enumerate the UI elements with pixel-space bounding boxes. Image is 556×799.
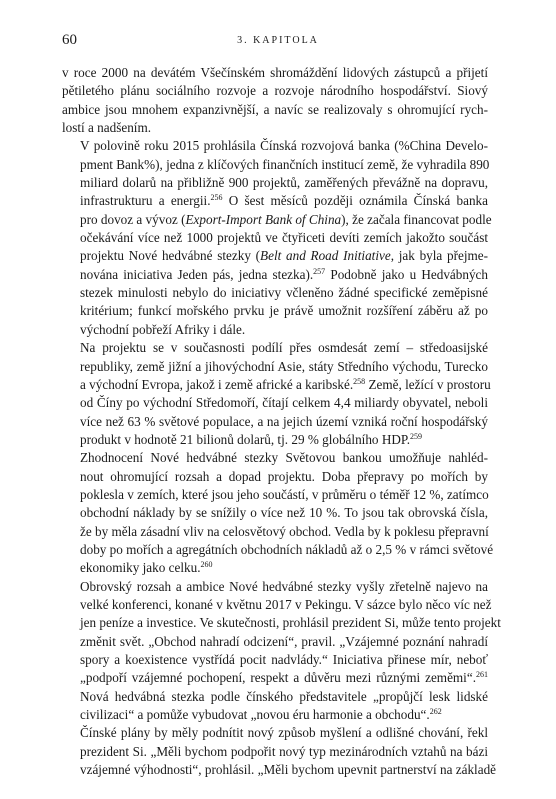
text-line: V polovině roku 2015 prohlásila Čínská rozvojová banka (%China Develo- bbox=[80, 138, 488, 154]
text-line: Obrovský rozsah a ambice Nové hedvábné stezky vyšly zřetelně najevo na bbox=[80, 578, 488, 594]
footnote-ref: 262 bbox=[429, 707, 442, 717]
text-line: více než 63 % světové populace, a na jejich území vzniká roční hospodářský bbox=[80, 413, 488, 429]
text-line: projektu Nové hedvábné stezky (Belt and Road Initiative, jak byla přejme- bbox=[80, 248, 489, 264]
text-line: nována iniciativa Jeden pás, jedna stezka).$^{257}$ Podobně jako u Hedvábných bbox=[80, 266, 489, 282]
italic-title: Export-Import Bank of China bbox=[185, 211, 342, 227]
page-header bbox=[62, 32, 494, 52]
text-line: Nová hedvábná stezka podle čínského představitele „propůjčí lesk lidské bbox=[80, 688, 488, 704]
paragraph bbox=[62, 339, 491, 449]
text-line: nout ohromující rozsah a dopad projektu. Doba přepravy po mořích by bbox=[80, 468, 488, 484]
paragraph bbox=[62, 724, 497, 779]
footnote-ref: 259 bbox=[410, 431, 423, 441]
text-line: východní pobřeží Afriky i dále. bbox=[80, 321, 246, 337]
running-head: 3. KAPITOLA bbox=[237, 35, 319, 46]
text-line: republiky, země jižní a jihovýchodní Asie, státy Středního východu, Turecko bbox=[80, 358, 488, 374]
text-line: miliard dolarů na přibližně 900 projektů, zaměřených převážně na dopravu, bbox=[80, 175, 488, 191]
footnote-ref: 260 bbox=[200, 560, 213, 570]
text-line: v roce 2000 na devátém Všečínském shromáždění lidových zástupců a přijetí bbox=[62, 65, 488, 80]
text-line: a východní Evropa, jakož i země africké a karibské.$^{258}$ Země, ležící v prostoru bbox=[80, 376, 491, 392]
footnote-ref: 261 bbox=[476, 670, 488, 680]
body-text bbox=[62, 64, 501, 779]
text-line: Zhodnocení Nové hedvábné stezky Světovou bankou umožňuje nahléd- bbox=[80, 450, 488, 466]
text-line: Na projektu se v současnosti podílí přes osmdesát zemí – středoasijské bbox=[80, 340, 488, 356]
text-line: „podpoří vzájemné pochopení, respekt a důvěru mezi různými zeměmi“.$^{261}$ bbox=[80, 670, 488, 686]
footnote-ref: 256 bbox=[210, 193, 223, 203]
text-line: pment Bank%), jedna z klíčových finančních institucí země, že vyhradila 890 bbox=[80, 156, 490, 172]
text-line: jen peníze a investice. Ve skutečnosti, prohlásil prezident Si, může tento projekt bbox=[80, 615, 501, 631]
text-line: poklesla v zemích, které jsou jeho součástí, v průměru o téměř 12 %, zatímco bbox=[80, 486, 489, 502]
text-line: pro dovoz a vývoz (Export-Import Bank of China), že začala financovat podle bbox=[80, 211, 492, 227]
text-line: prezident Si. „Měli bychom podpořit nový typ mezinárodních vztahů na bázi bbox=[80, 743, 488, 759]
text-line: pětiletého plánu sociálního rozvoje a rozvoje národního hospodářství. Siový bbox=[62, 83, 488, 99]
text-line: od Číny po východní Středomoří, čítají celkem 4,4 miliardy obyvatel, neboli bbox=[80, 395, 488, 411]
text-line: obchodní náklady by se snížily o více než 10 %. To jsou tak obrovská čísla, bbox=[80, 505, 488, 521]
paragraph bbox=[62, 64, 488, 137]
footnote-ref: 258 bbox=[353, 376, 366, 386]
text-line: že by měla zásadní vliv na celosvětový obchod. Vedla by k poklesu přepravní bbox=[80, 523, 489, 539]
text-line: ekonomiky jako celku.$^{260}$ bbox=[80, 560, 213, 576]
page-number: 60 bbox=[62, 32, 77, 48]
text-line: civilizaci“ a pomůže vybudovat „novou éru harmonie a obchodu“.$^{262}$ bbox=[80, 707, 442, 723]
paragraph bbox=[62, 137, 492, 339]
text-line: ambice jsou mnohem expanzivnější, a navíc se realizovaly s ohromující rych- bbox=[62, 101, 488, 117]
text-line: spory a koexistence vystřídá pocit nadvlády.“ Iniciativa přinese mír, neboť bbox=[80, 652, 488, 667]
text-line: produkt v hodnotě 21 bilionů dolarů, tj. 29 % globálního HDP.$^{259}$ bbox=[80, 431, 423, 447]
text-line: kritérium; funkcí mořského prvku je právě umožnit rozšíření záběru až po bbox=[80, 303, 488, 319]
text-line: změnit svět. „Obchod nahradí odcizení“, pravil. „Vzájemné poznání nahradí bbox=[80, 633, 488, 649]
text-line: lostí a nadšením. bbox=[62, 120, 152, 136]
paragraph bbox=[62, 578, 501, 725]
text-line: doby po mořích a agregátních obchodních nákladů až o 2,5 % v rámci světové bbox=[80, 541, 494, 557]
text-line: očekávání více než 1000 projektů ve čtyřiceti devíti zemích jakožto součást bbox=[80, 230, 488, 246]
text-line: Čínské plány by měly podnítit nový způsob myšlení a odlišné chování, řekl bbox=[80, 725, 488, 741]
footnote-ref: 257 bbox=[313, 266, 326, 276]
italic-title: Belt and Road Initiative bbox=[260, 248, 391, 264]
text-line: vzájemné výhodnosti“, prohlásil. „Měli bychom upevnit partnerství na základě bbox=[80, 762, 497, 778]
text-line: stezek minulosti nebylo do iniciativy včleněno žádné specifické zeměpisné bbox=[80, 285, 488, 301]
text-line: velké konferenci, konané v květnu 2017 v Pekingu. V sázce bylo něco víc než bbox=[80, 596, 492, 612]
text-line: infrastrukturu a energii.$^{256}$ O šest měsíců později oznámila Čínská banka bbox=[80, 193, 488, 209]
paragraph bbox=[62, 449, 494, 577]
